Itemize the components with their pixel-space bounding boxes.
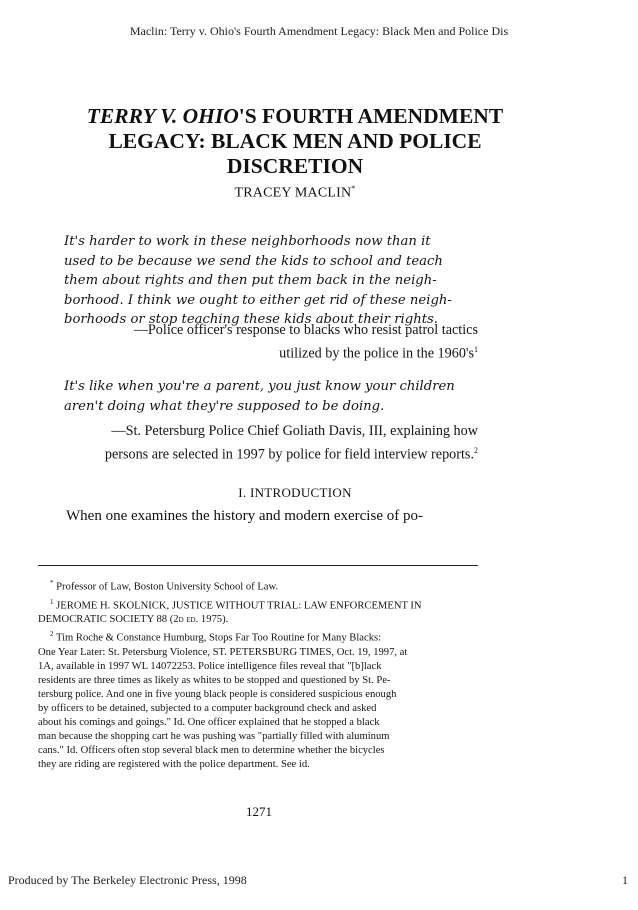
epigraph-1-line: them about rights and then put them back in the neigh- [64, 273, 437, 288]
title-line-1-rest: 'S FOURTH AMENDMENT [238, 104, 504, 128]
footnote-2-line: about his comings and goings." Id. One officer explained that he stopped a black [38, 716, 380, 728]
footnote-divider [38, 565, 478, 566]
footnote-separator: , [166, 600, 172, 612]
footnote-1-line-2: DEMOCRATIC SOCIETY 88 (2d ed. 1975). [38, 614, 229, 626]
footnote-2-line: man because the shopping cart he was pushing was "partially filled with aluminum [38, 730, 390, 742]
footnotes [38, 576, 478, 772]
epigraph-1 [64, 232, 476, 330]
title-line-1 [60, 104, 530, 129]
footnote-ref-1[interactable]: 1 [474, 345, 478, 354]
epigraph-2-line: It's like when you're a parent, you just know your children [64, 379, 455, 394]
footnote-star [38, 576, 478, 595]
attribution-text: persons are selected in 1997 by police for field interview reports. [104, 446, 474, 463]
footnote-2 [38, 627, 478, 646]
author-byline [60, 184, 530, 202]
footnote-mark: 2 [50, 630, 54, 639]
title-line-2: LEGACY: BLACK MEN AND POLICE [108, 129, 482, 153]
footnote-mark: * [50, 579, 54, 587]
epigraph-2-line: aren't doing what they're supposed to be doing. [64, 398, 385, 414]
article-title [60, 104, 530, 179]
epigraph-2-attribution [38, 422, 478, 465]
title-case-name: TERRY V. OHIO [86, 104, 239, 128]
epigraph-1-line: used to be because we send the kids to school and teach [64, 253, 443, 269]
footnote-mark: 1 [50, 597, 54, 606]
attribution-line [38, 441, 478, 465]
title-line-3: DISCRETION [226, 154, 364, 178]
footnote-ref-2[interactable]: 2 [474, 446, 478, 455]
epigraph-1-line: It's harder to work in these neighborhoods now than it [64, 234, 431, 249]
body-paragraph: When one examines the history and modern exercise of po- [66, 508, 423, 524]
running-header: Maclin: Terry v. Ohio's Fourth Amendment Legacy: Black Men and Police Dis [129, 24, 509, 38]
footer-producer: Produced by The Berkeley Electronic Press, 1998 [8, 873, 247, 887]
footnote-2-line: One Year Later: St. Petersburg Violence, ST. PETERSBURG TIMES, Oct. 19, 1997, at [38, 646, 408, 658]
attribution-text: utilized by the police in the 1960's [279, 345, 474, 362]
section-heading: I. INTRODUCTION [238, 485, 352, 500]
page-number: 1271 [246, 804, 272, 819]
footnote-book-title: JUSTICE WITHOUT TRIAL: LAW ENFORCEMENT IN [171, 600, 422, 612]
footnote-2-line: 1A, available in 1997 WL 14072253. Police intelligence files reveal that "[b]lack [38, 660, 382, 672]
attribution-line: —Police officer's response to blacks who resist patrol tactics [133, 322, 478, 338]
epigraph-2 [64, 377, 476, 416]
attribution-line: —St. Petersburg Police Chief Goliath Davis, III, explaining how [111, 423, 478, 439]
footnote-2-line: residents are three times as likely as whites to be stopped and questioned by St. Pe- [38, 674, 391, 686]
footnote-2-line: they are riding are registered with the police department. See id. [38, 758, 310, 770]
footnote-2-line: cans." Id. Officers often stop several black men to determine whether the bicycles [38, 744, 385, 756]
author-name: TRACEY MACLIN [234, 185, 352, 201]
footnote-text: Tim Roche & Constance Humburg, Stops Far Too Routine for Many Blacks: [55, 632, 382, 644]
epigraph-1-line: borhoods or stop teaching these kids about their rights. [64, 312, 438, 327]
footnote-text: Professor of Law, Boston University School of Law. [56, 581, 279, 593]
author-footnote-mark[interactable]: * [351, 184, 356, 193]
footnote-author: JEROME H. SKOLNICK [56, 600, 167, 612]
footnote-2-line: by officers to be detained, subjected to a computer background check and asked [38, 702, 377, 714]
epigraph-1-line: borhood. I think we ought to either get rid of these neigh- [64, 292, 452, 308]
footnote-2-line: tersburg police. And one in five young black people is considered suspicious enough [38, 688, 397, 700]
epigraph-1-attribution [80, 321, 478, 364]
footer-page-number: 1 [622, 873, 628, 887]
footnote-1 [38, 595, 478, 614]
attribution-line [80, 340, 478, 364]
